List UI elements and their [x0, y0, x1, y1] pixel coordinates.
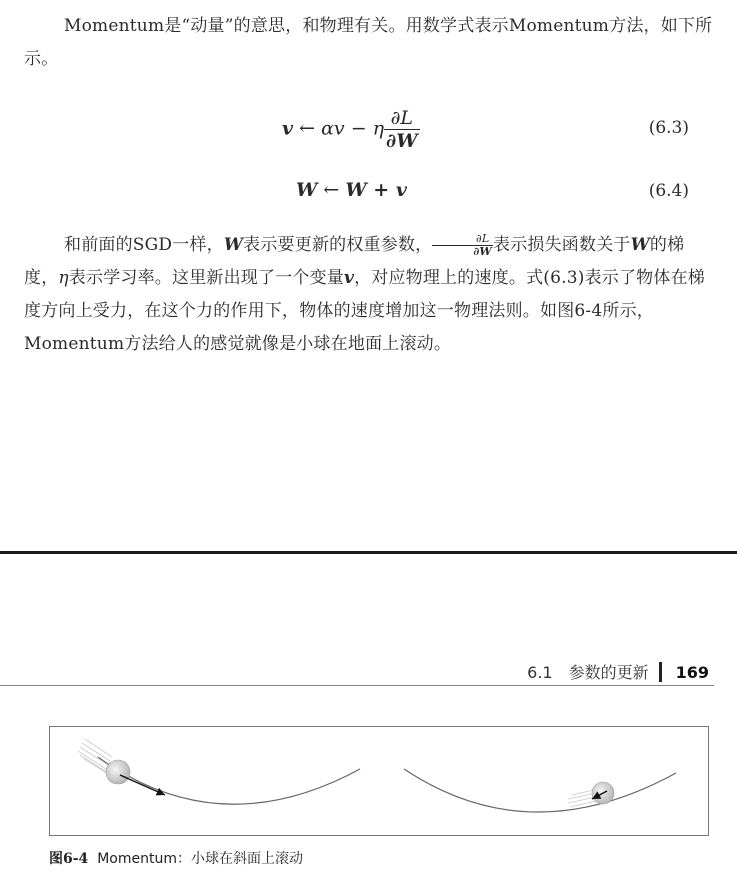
equation-number-6-3: (6.3) [648, 118, 689, 138]
header-rule [0, 685, 714, 686]
equation-6-3 [282, 107, 420, 152]
eq-arrow: ← [323, 179, 340, 201]
body-text: 和前面的SGD一样， [64, 235, 224, 255]
inline-gradient-fraction [432, 233, 493, 258]
frac-numerator: ∂L [432, 233, 493, 246]
body-paragraph [24, 229, 714, 361]
equation-6-4 [296, 179, 407, 201]
page-header [527, 660, 709, 683]
intro-paragraph: Momentum是“动量”的意思，和物理有关。用数学式表示Momentum方法，如下所示。 [24, 16, 713, 69]
symbol-v: v [344, 268, 355, 288]
frac-denominator: ∂W [386, 130, 418, 152]
frac-denominator: ∂W [473, 245, 492, 258]
page-separator [0, 551, 737, 554]
figure-label: 图6-4 [49, 851, 89, 867]
equation-number-6-4: (6.4) [648, 181, 689, 201]
right-slope-curve [404, 769, 676, 812]
body-text: 表示损失函数关于 [493, 235, 631, 255]
momentum-illustration [50, 727, 708, 835]
eq-alpha-v: αv [321, 117, 345, 140]
eq-minus: − [350, 117, 367, 140]
body-text: ，对应物理上的速度。式(6.3)表示了物体在梯度方向上受力，在这个力的作用下，物体的速度增加这一物理法则。如图6-4所示，Momentum方法给人的感觉就像是小球在地面上滚动。 [24, 268, 705, 354]
body-text: 的梯度， [24, 235, 685, 288]
symbol-eta: η [58, 268, 69, 288]
eq-gradient-fraction [384, 107, 420, 152]
eq-lhs-w: W [296, 179, 318, 201]
symbol-w: W [223, 235, 244, 255]
body-text: 表示要更新的权重参数， [243, 235, 433, 255]
left-velocity-arrow [120, 775, 165, 795]
frac-numerator: ∂L [384, 107, 420, 130]
eq-rhs: W + v [345, 179, 407, 201]
header-section: 6.1 参数的更新 [527, 663, 649, 682]
eq-eta: η [372, 117, 385, 140]
symbol-w: W [630, 235, 650, 255]
header-divider [659, 662, 662, 682]
page-number: 169 [675, 663, 709, 682]
figure-caption-text: Momentum：小球在斜面上滚动 [97, 851, 303, 867]
left-slope-curve [98, 757, 360, 804]
figure-caption [49, 848, 303, 868]
eq-lhs-v: v [282, 117, 294, 140]
eq-arrow: ← [299, 117, 316, 140]
left-ball [106, 760, 130, 784]
body-text: 表示学习率。这里新出现了一个变量 [68, 268, 344, 288]
figure-6-4 [49, 726, 709, 836]
